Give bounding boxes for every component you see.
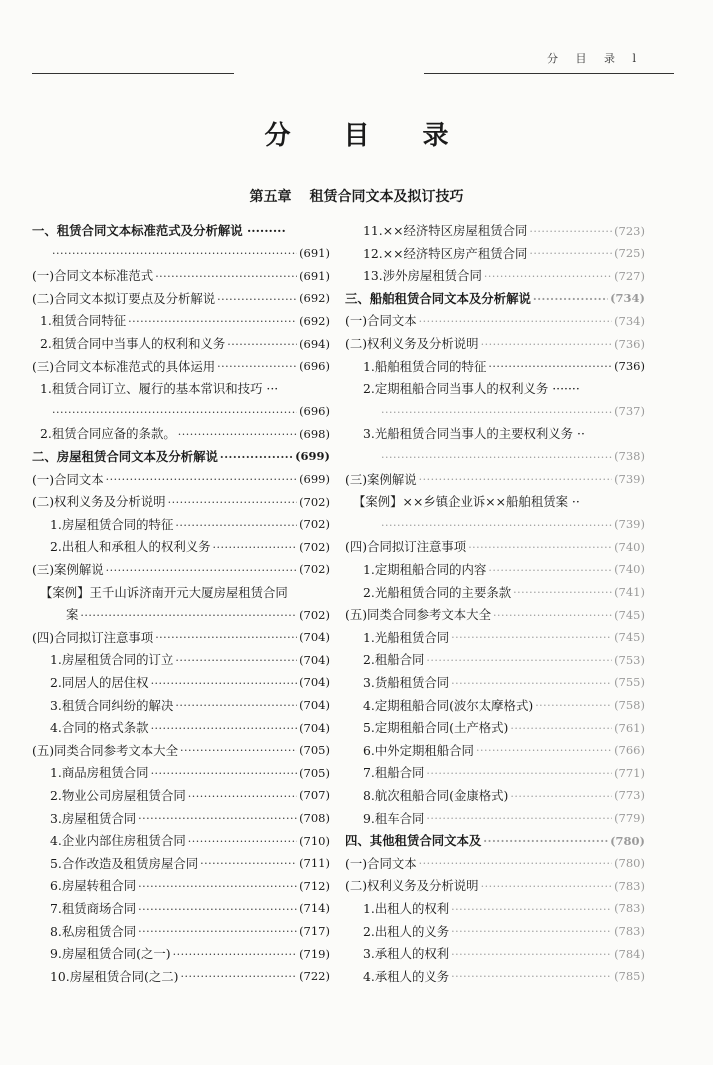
toc-entry	[345, 898, 645, 921]
toc-entry-page: (696)	[299, 359, 330, 374]
dot-leader	[181, 971, 298, 982]
toc-entry-page: (780)	[614, 856, 645, 871]
toc-entry	[345, 717, 645, 740]
dot-leader	[513, 587, 612, 598]
dot-leader	[175, 520, 297, 531]
running-head: 分 目 录 l	[546, 52, 643, 65]
toc-entry-title: 4.合同的格式条款	[50, 720, 149, 736]
toc-entry-page: (712)	[299, 878, 330, 893]
toc-entry-title: 13.涉外房屋租赁合同	[363, 268, 482, 284]
toc-entry-title: 12.××经济特区房产租赁合同	[363, 245, 528, 261]
toc-entry-title: 2.租船合同	[363, 652, 425, 668]
dot-leader	[138, 904, 297, 915]
toc-entry	[345, 288, 645, 311]
toc-entry-page: (739)	[614, 517, 645, 532]
toc-entry-title: 一、租赁合同文本标准范式及分析解说 ·········	[32, 223, 286, 239]
toc-entry-page: (734)	[614, 313, 645, 328]
toc-entry	[32, 310, 330, 333]
toc-entry-title: 10.房屋租赁合同(之二)	[50, 968, 179, 984]
toc-entry-page: (702)	[299, 517, 330, 532]
toc-entry-page: (692)	[299, 313, 330, 328]
dot-leader	[488, 565, 612, 576]
dot-leader	[188, 791, 297, 802]
toc-entry-page: (704)	[299, 720, 330, 735]
toc-entry	[32, 762, 330, 785]
toc-entry-title: 2.定期租船合同当事人的权利义务 ·······	[363, 381, 580, 397]
dot-leader	[151, 768, 298, 779]
toc-entry-title: 5.定期租船合同(土产格式)	[363, 720, 509, 736]
toc-entry-page: (705)	[299, 743, 330, 758]
toc-entry	[345, 762, 645, 785]
dot-leader	[381, 452, 612, 463]
toc-entry	[345, 423, 645, 446]
toc-entry	[32, 514, 330, 537]
toc-entry	[345, 514, 645, 537]
toc-entry	[32, 717, 330, 740]
toc-entry-page: (736)	[614, 359, 645, 374]
toc-entry-page: (771)	[614, 765, 645, 780]
toc-entry-title: (五)同类合同参考文本大全	[32, 742, 178, 758]
toc-entry-title: 【案例】××乡镇企业诉××船舶租赁案 ··	[353, 494, 580, 510]
toc-entry-title: (四)合同拟订注意事项	[345, 539, 467, 555]
toc-entry-page: (694)	[299, 336, 330, 351]
toc-entry	[345, 649, 645, 672]
toc-entry-title: 7.租赁商场合同	[50, 900, 137, 916]
toc-entry-page: (773)	[614, 788, 645, 803]
toc-entry	[345, 401, 645, 424]
toc-entry	[32, 740, 330, 763]
toc-entry-title: (二)合同文本拟订要点及分析解说	[32, 290, 216, 306]
dot-leader	[481, 339, 612, 350]
dot-leader	[180, 745, 297, 756]
dot-leader	[381, 520, 612, 531]
toc-entry	[32, 446, 330, 469]
toc-entry-title: (三)合同文本标准范式的具体运用	[32, 358, 216, 374]
toc-entry-page: (691)	[299, 246, 330, 261]
toc-entry	[345, 740, 645, 763]
toc-entry-page: (702)	[299, 562, 330, 577]
dot-leader	[188, 836, 297, 847]
toc-entry	[345, 943, 645, 966]
toc-entry-page: (691)	[299, 268, 330, 283]
dot-leader	[151, 723, 298, 734]
dot-leader	[451, 904, 612, 915]
toc-entry-title: 3.承租人的权利	[363, 946, 450, 962]
dot-leader	[217, 361, 297, 372]
toc-entry-title: 11.××经济特区房屋租赁合同	[363, 223, 528, 239]
toc-entry	[345, 807, 645, 830]
toc-entry	[32, 943, 330, 966]
toc-entry	[345, 310, 645, 333]
toc-entry-page: (708)	[299, 810, 330, 825]
toc-entry-page: (740)	[614, 539, 645, 554]
toc-entry	[32, 559, 330, 582]
toc-entry-title: 1.房屋租赁合同的特征	[50, 516, 174, 532]
toc-entry-page: (699)	[299, 472, 330, 487]
toc-entry-page: (707)	[299, 788, 330, 803]
dot-leader	[426, 768, 612, 779]
dot-leader	[106, 565, 297, 576]
toc-entry	[345, 220, 645, 243]
toc-entry	[345, 356, 645, 379]
toc-entry-page: (723)	[614, 223, 645, 238]
dot-leader	[483, 836, 608, 847]
toc-entry-page: (711)	[299, 856, 330, 871]
dot-leader	[481, 881, 612, 892]
toc-entry	[345, 491, 645, 514]
toc-entry	[345, 694, 645, 717]
toc-entry	[32, 807, 330, 830]
dot-leader	[484, 271, 612, 282]
toc-entry-page: (758)	[614, 698, 645, 713]
dot-leader	[535, 700, 612, 711]
toc-entry-page: (719)	[299, 946, 330, 961]
dot-leader	[155, 271, 297, 282]
dot-leader	[510, 791, 612, 802]
dot-leader	[220, 452, 293, 463]
toc-entry	[32, 536, 330, 559]
dot-leader	[488, 361, 612, 372]
toc-entry-page: (692)	[299, 291, 330, 306]
toc-entry-page: (741)	[614, 585, 645, 600]
toc-entry-page: (725)	[614, 246, 645, 261]
toc-entry-title: 2.光船租赁合同的主要条款	[363, 584, 512, 600]
toc-entry-page: (783)	[614, 901, 645, 916]
toc-entry-page: (745)	[614, 607, 645, 622]
toc-entry-title: 1.房屋租赁合同的订立	[50, 652, 174, 668]
dot-leader	[493, 610, 612, 621]
toc-entry-title: 6.中外定期租船合同	[363, 742, 474, 758]
dot-leader	[451, 971, 612, 982]
toc-entry-title: 8.私房租赁合同	[50, 923, 137, 939]
toc-entry-title: 1.光船租赁合同	[363, 629, 450, 645]
toc-entry-title: (一)合同文本	[345, 313, 417, 329]
dot-leader	[155, 632, 297, 643]
toc-entry-title: 2.同居人的居住权	[50, 674, 149, 690]
dot-leader	[52, 407, 297, 418]
toc-entry	[32, 604, 330, 627]
toc-entry-page: (784)	[614, 946, 645, 961]
toc-entry	[32, 966, 330, 989]
toc-entry-page: (727)	[614, 268, 645, 283]
toc-entry-page: (761)	[614, 720, 645, 735]
toc-entry-page: (738)	[614, 449, 645, 464]
toc-entry-page: (785)	[614, 969, 645, 984]
toc-entry	[32, 491, 330, 514]
toc-entry-title: (三)案例解说	[345, 471, 417, 487]
toc-column-right	[345, 220, 645, 988]
toc-entry	[345, 785, 645, 808]
toc-entry-page: (702)	[299, 494, 330, 509]
toc-entry-page: (740)	[614, 562, 645, 577]
dot-leader	[138, 813, 297, 824]
toc-entry-page: (704)	[299, 652, 330, 667]
dot-leader	[529, 248, 612, 259]
toc-entry	[32, 830, 330, 853]
dot-leader	[213, 542, 298, 553]
toc-entry-title: 5.合作改造及租赁房屋合同	[50, 855, 199, 871]
toc-entry	[32, 672, 330, 695]
toc-entry-page: (710)	[299, 833, 330, 848]
toc-entry	[32, 423, 330, 446]
chapter-label: 第五章	[249, 189, 292, 205]
toc-entry-title: 2.出租人的义务	[363, 923, 450, 939]
toc-entry	[32, 898, 330, 921]
dot-leader	[468, 542, 612, 553]
toc-entry-title: 3.光船租赁合同当事人的主要权利义务 ··	[363, 426, 585, 442]
toc-entry-title: 1.租赁合同特征	[40, 313, 127, 329]
toc-entry-page: (714)	[299, 901, 330, 916]
toc-entry	[345, 243, 645, 266]
toc-entry-page: (755)	[614, 675, 645, 690]
dot-leader	[217, 294, 297, 305]
dot-leader	[151, 678, 298, 689]
dot-leader	[52, 248, 297, 259]
toc-entry	[345, 378, 645, 401]
dot-leader	[173, 949, 297, 960]
toc-entry	[345, 559, 645, 582]
toc-entry-page: (704)	[299, 698, 330, 713]
toc-entry-title: 2.出租人和承租人的权利义务	[50, 539, 211, 555]
dot-leader	[510, 723, 612, 734]
toc-entry-title: (一)合同文本	[32, 471, 104, 487]
dot-leader	[381, 407, 612, 418]
toc-entry	[32, 333, 330, 356]
toc-entry	[345, 875, 645, 898]
dot-leader	[128, 316, 297, 327]
toc-entry-title: 3.租赁合同纠纷的解决	[50, 697, 174, 713]
toc-entry-title: 二、房屋租赁合同文本及分析解说	[32, 449, 218, 465]
dot-leader	[529, 226, 612, 237]
toc-entry	[32, 920, 330, 943]
dot-leader	[138, 926, 297, 937]
toc-entry-title: (一)合同文本	[345, 855, 417, 871]
toc-entry-page: (734)	[610, 291, 645, 306]
toc-entry	[345, 920, 645, 943]
toc-entry-page: (702)	[299, 539, 330, 554]
toc-column-left	[32, 220, 330, 988]
dot-leader	[175, 700, 297, 711]
toc-entry-title: (五)同类合同参考文本大全	[345, 607, 491, 623]
toc-entry-title: 4.定期租船合同(波尔太摩格式)	[363, 697, 534, 713]
dot-leader	[451, 632, 612, 643]
dot-leader	[419, 474, 612, 485]
toc-entry-page: (699)	[295, 449, 330, 464]
toc-entry-title: 1.商品房租赁合同	[50, 765, 149, 781]
toc-entry	[32, 378, 330, 401]
dot-leader	[200, 858, 297, 869]
toc-entry	[32, 627, 330, 650]
toc-entry-title: (一)合同文本标准范式	[32, 268, 154, 284]
dot-leader	[426, 655, 612, 666]
toc-entry-page: (766)	[614, 743, 645, 758]
dot-leader	[227, 339, 297, 350]
toc-entry-page: (702)	[299, 607, 330, 622]
toc-entry-page: (783)	[614, 878, 645, 893]
toc-entry-title: 7.租船合同	[363, 765, 425, 781]
toc-entry-title: 三、船舶租赁合同文本及分析解说	[345, 290, 531, 306]
toc-entry	[32, 265, 330, 288]
toc-entry	[345, 627, 645, 650]
toc-entry-title: 9.房屋租赁合同(之一)	[50, 946, 171, 962]
toc-entry	[345, 265, 645, 288]
toc-entry-page: (783)	[614, 923, 645, 938]
dot-leader	[175, 655, 297, 666]
toc-entry-page: (745)	[614, 630, 645, 645]
toc-entry-title: 1.出租人的权利	[363, 900, 450, 916]
dot-leader	[451, 926, 612, 937]
toc-entry-title: (四)合同拟订注意事项	[32, 629, 154, 645]
toc-entry-page: (704)	[299, 675, 330, 690]
toc-entry-page: (736)	[614, 336, 645, 351]
toc-entry	[345, 604, 645, 627]
chapter-heading	[0, 186, 713, 206]
toc-entry	[345, 966, 645, 989]
toc-entry	[345, 582, 645, 605]
dot-leader	[451, 678, 612, 689]
toc-entry-page: (780)	[610, 833, 645, 848]
toc-entry-title: 1.定期租船合同的内容	[363, 562, 487, 577]
toc-entry	[32, 469, 330, 492]
toc-entry	[32, 243, 330, 266]
toc-entry-title: (二)权利义务及分析说明	[345, 878, 479, 894]
toc-entry-title: 3.房屋租赁合同	[50, 810, 137, 826]
toc-entry-title: 3.货船租赁合同	[363, 674, 450, 690]
dot-leader	[419, 316, 612, 327]
toc-entry-title: 2.租赁合同应备的条款。	[40, 426, 176, 442]
toc-entry	[32, 356, 330, 379]
header-rule-right	[424, 73, 674, 74]
toc-entry-title: 案	[66, 607, 79, 623]
toc-entry	[32, 785, 330, 808]
page-title: 分 目 录	[264, 121, 471, 151]
dot-leader	[451, 949, 612, 960]
toc-entry	[32, 401, 330, 424]
toc-entry-title: 8.航次租船合同(金康格式)	[363, 787, 509, 803]
toc-entry-page: (739)	[614, 472, 645, 487]
toc-entry	[32, 220, 330, 243]
dot-leader	[178, 429, 297, 440]
toc-entry-title: (二)权利义务及分析说明	[345, 336, 479, 352]
toc-entry-title: 1.船舶租赁合同的特征	[363, 358, 487, 374]
chapter-title: 租赁合同文本及拟订技巧	[309, 189, 464, 205]
toc-entry-title: 9.租车合同	[363, 810, 425, 826]
toc-entry-page: (753)	[614, 652, 645, 667]
toc-entry	[32, 694, 330, 717]
toc-entry	[345, 672, 645, 695]
toc-entry-page: (698)	[299, 426, 330, 441]
toc-entry-title: 4.承租人的义务	[363, 968, 450, 984]
toc-entry-title: 1.租赁合同订立、履行的基本常识和技巧 ···	[40, 381, 279, 397]
toc-entry	[345, 830, 645, 853]
toc-entry	[32, 582, 330, 605]
toc-entry-page: (696)	[299, 404, 330, 419]
toc-entry-page: (779)	[614, 810, 645, 825]
toc-entry-page: (717)	[299, 923, 330, 938]
toc-entry	[345, 853, 645, 876]
dot-leader	[426, 813, 612, 824]
toc-entry-page: (705)	[299, 765, 330, 780]
dot-leader	[476, 745, 612, 756]
dot-leader	[533, 294, 608, 305]
toc-entry	[32, 853, 330, 876]
toc-entry-title: 【案例】王千山诉济南开元大厦房屋租赁合同	[40, 584, 288, 600]
dot-leader	[168, 497, 297, 508]
header-rule-left	[32, 73, 234, 74]
toc-entry	[345, 469, 645, 492]
toc-entry	[345, 536, 645, 559]
toc-entry-title: (三)案例解说	[32, 562, 104, 577]
dot-leader	[106, 474, 297, 485]
toc-entry-page: (704)	[299, 630, 330, 645]
toc-entry-title: 2.物业公司房屋租赁合同	[50, 787, 186, 803]
toc-entry-title: 4.企业内部住房租赁合同	[50, 833, 186, 849]
toc-entry	[32, 649, 330, 672]
toc-entry-page: (722)	[299, 969, 330, 984]
toc-entry-title: 2.租赁合同中当事人的权利和义务	[40, 336, 226, 352]
toc-entry-title: (二)权利义务及分析说明	[32, 494, 166, 510]
dot-leader	[138, 881, 297, 892]
dot-leader	[419, 858, 612, 869]
toc-entry	[345, 446, 645, 469]
toc-entry-title: 四、其他租赁合同文本及	[345, 833, 482, 849]
toc-entry-page: (737)	[614, 404, 645, 419]
dot-leader	[80, 610, 297, 621]
toc-entry	[345, 333, 645, 356]
toc-entry	[32, 875, 330, 898]
toc-entry	[32, 288, 330, 311]
toc-entry-title: 6.房屋转租合同	[50, 878, 137, 894]
